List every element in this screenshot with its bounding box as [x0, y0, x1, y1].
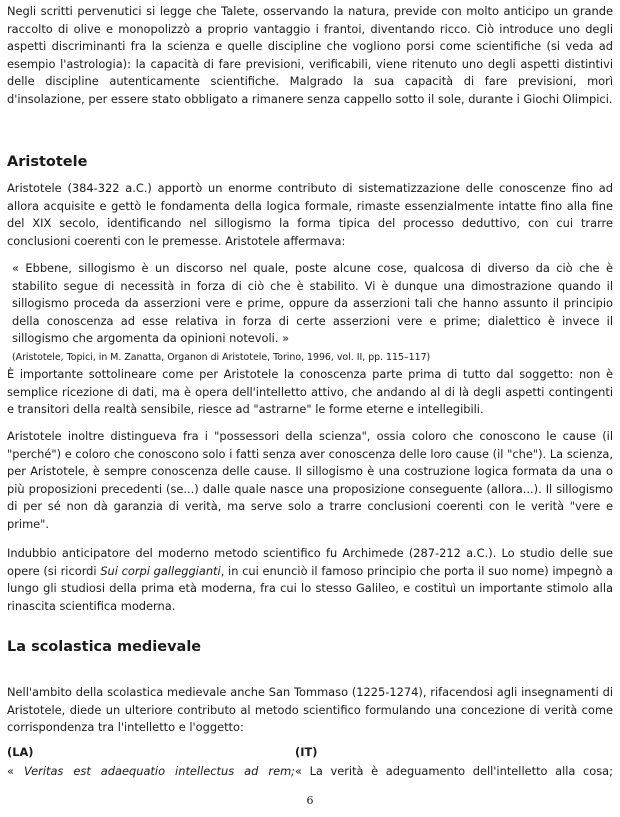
document-page: [7, 0, 613, 817]
latin-quote-text: Veritas est adaequatio intellectus ad rem;: [24, 764, 296, 778]
archimede-text-after: , in cui enunciò il famoso principio che porta il suo nome) impegnò a lungo gli studiosi della prima età moderna, fra cui lo stesso Galileo, e costituì un importante stimolo alla rinascita scientifica moderna.: [7, 563, 614, 613]
paragraph-archimede: [7, 545, 613, 615]
latin-label: (LA): [7, 745, 34, 759]
paragraph-talete: Negli scritti pervenutici si legge che Talete, osservando la natura, previde con molto anticipo un grande raccolto di olive e monopolizzò a proprio vantaggio i frantoi, diventando ricco. Ciò introduce uno degli aspetti discriminanti fra la scienza e quelle discipline che vogliono porsi come scientifiche (si veda ad esempio l'astrologia): la capacità di fare previsioni, verificabili, viene ritenuto uno degli aspetti distintivi delle discipline autenticamente scientifiche. Malgrado la sua capacità di fare previsioni, morì d'insolazione, per essere stato obbligato a rimanere senza cappello sotto il sole, durante i Giochi Olimpici.: [7, 4, 613, 106]
italian-label: (IT): [295, 745, 318, 759]
heading-aristotele: Aristotele: [7, 154, 88, 170]
page-number: 6: [306, 794, 314, 807]
paragraph-aristotele-intro: Aristotele (384-322 a.C.) apportò un enorme contributo di sistematizzazione delle conoscenze fino ad allora acquisite e gettò le fondamenta della logica formale, rimaste essenzialmente intatte fino alla fine del XIX secolo, identificando nel sillogismo la forma tipica del processo deduttivo, con cui trarre conclusioni coerenti con le premesse. Aristotele affermava:: [7, 181, 613, 248]
paragraph-possessori: Aristotele inoltre distingueva fra i "possessori della scienza", ossia coloro che conoscono le cause (il "perché") e coloro che conoscono solo i fatti senza aver conoscenza delle loro cause (il "che"). La scienza, per Aristotele, è sempre conoscenza delle cause. Il sillogismo è una costruzione logica formata da una o più proposizioni precedenti (se...) dalle quale nasce una proposizione conseguente (allora...). Il sillogismo di per sé non dà garanzia di verità, ma serve solo a trarre conclusioni coerenti con le verità "vere e prime".: [7, 429, 613, 531]
aristotle-quote: [12, 260, 613, 348]
paragraph-soggetto: È importante sottolineare come per Aristotele la conoscenza parte prima di tutto dal soggetto: non è semplice ricezione di dati, ma è opera dell'intelletto attivo, che andando al di là degli aspetti contingenti e transitori della realtà sensibile, riesce ad "astrarne" le forme eterne e intellegibili.: [7, 367, 613, 417]
latin-quote: [7, 763, 295, 781]
paragraph-tommaso: Nell'ambito della scolastica medievale anche San Tommaso (1225-1274), rifacendosi agli insegnamenti di Aristotele, diede un ulteriore contributo al metodo scientifico formulando una concezione di verità come corrispondenza tra l'intelletto e l'oggetto:: [7, 685, 613, 735]
archimede-work-title: Sui corpi galleggianti: [100, 563, 221, 578]
latin-quote-open: «: [7, 764, 24, 778]
italian-quote: « La verità è adeguamento dell'intelletto alla cosa;: [295, 764, 613, 778]
heading-scolastica: La scolastica medievale: [7, 639, 202, 655]
quote-citation: (Aristotele, Topici, in M. Zanatta, Organon di Aristotele, Torino, 1996, vol. II, pp. 115–117): [12, 352, 431, 363]
archimede-text-before: Indubbio anticipatore del moderno metodo scientifico fu Archimede (287-212 a.C.). Lo studio delle sue opere (si ricordi: [7, 546, 613, 578]
quote-text: « Ebbene, sillogismo è un discorso nel quale, poste alcune cose, qualcosa di diverso da ciò che è stabilito segue di necessità in forza di ciò che è stabilito. Vi è dunque una dimostrazione quando il sillogismo proceda da asserzioni vere e prime, oppure da asserzioni tali che hanno assunto il principio della conoscenza ad esse relativa in forza di certe asserzioni vere e prime; dialettico è invece il sillogismo che argomenta da opinioni notevoli. »: [12, 261, 613, 346]
